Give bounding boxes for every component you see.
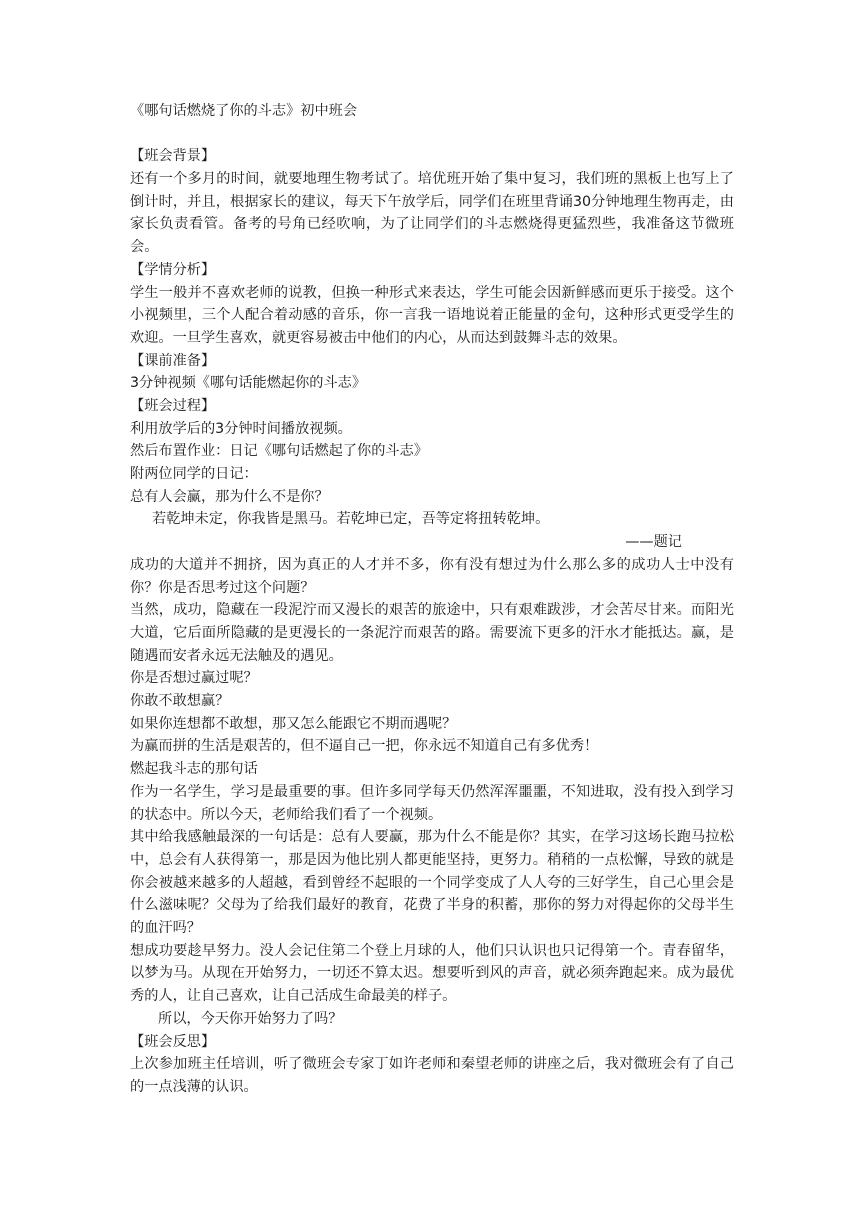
heading-reflection: 【班会反思】 [130, 1033, 216, 1050]
diary-1-question-1: 你是否想过赢过呢？ [130, 670, 258, 687]
background-body: 还有一个多月的时间，就要地理生物考试了。培优班开始了集中复习，我们班的黑板上也写上了倒计时，并且，根据家长的建议，每天下午放学后，同学们在班里背诵30分钟地理生物再走，由家长负责看管。备考的号角已经吹响，为了让同学们的斗志燃烧得更猛烈些，我准备这节微班会。 [130, 171, 734, 256]
process-line-3: 附两位同学的日记： [130, 466, 258, 483]
document-page [130, 100, 734, 1099]
diary-2-paragraph-1: 作为一名学生，学习是最重要的事。但许多同学每天仍然浑浑噩噩，不知进取，没有投入到学习的状态中。所以今天，老师给我们看了一个视频。 [130, 783, 734, 823]
heading-preparation: 【课前准备】 [130, 352, 216, 369]
diary-2-closing: 所以，今天你开始努力了吗？ [158, 1010, 343, 1027]
diary-1-epigraph-source: ——题记 [625, 534, 682, 551]
heading-process: 【班会过程】 [130, 398, 216, 415]
diary-1-title: 总有人会赢，那为什么不是你？ [130, 488, 329, 505]
process-line-2: 然后布置作业：日记《哪句话燃起了你的斗志》 [130, 443, 428, 460]
heading-analysis: 【学情分析】 [130, 261, 216, 278]
reflection-body: 上次参加班主任培训，听了微班会专家丁如许老师和秦望老师的讲座之后，我对微班会有了自己的一点浅薄的认识。 [130, 1056, 734, 1095]
analysis-body: 学生一般并不喜欢老师的说教，但换一种形式来表达，学生可能会因新鲜感而更乐于接受。这个小视频里，三个人配合着动感的音乐，你一言我一语地说着正能量的金句，这种形式更受学生的欢迎。一旦学生喜欢，就更容易被击中他们的内心，从而达到鼓舞斗志的效果。 [130, 284, 734, 346]
diary-1-epigraph: 若乾坤未定，你我皆是黑马。若乾坤已定，吾等定将扭转乾坤。 [152, 511, 550, 528]
heading-background: 【班会背景】 [130, 148, 216, 165]
diary-1-question-3: 如果你连想都不敢想，那又怎么能跟它不期而遇呢？ [130, 715, 457, 732]
diary-1-closing: 为赢而拼的生活是艰苦的，但不逼自己一把，你永远不知道自己有多优秀！ [130, 738, 599, 755]
preparation-body: 3分钟视频《哪句话能燃起你的斗志》 [130, 375, 367, 392]
document-title: 《哪句话燃烧了你的斗志》初中班会 [130, 103, 358, 119]
diary-1-paragraph-2: 当然，成功，隐藏在一段泥泞而又漫长的艰苦的旅途中，只有艰难跋涉，才会苦尽甘来。而阳光大道，它后面所隐藏的是更漫长的一条泥泞而艰苦的路。需要流下更多的汗水才能抵达。赢，是随遇而安者永远无法触及的遇见。 [130, 602, 734, 664]
diary-1-question-2: 你敢不敢想赢？ [130, 693, 230, 710]
diary-1-paragraph-1: 成功的大道并不拥挤，因为真正的人才并不多，你有没有想过为什么那么多的成功人士中没有你？你是否思考过这个问题？ [130, 556, 734, 596]
process-line-1: 利用放学后的3分钟时间播放视频。 [130, 420, 352, 437]
diary-2-paragraph-3: 想成功要趁早努力。没人会记住第二个登上月球的人，他们只认识也只记得第一个。青春留华，以梦为马。从现在开始努力，一切还不算太迟。想要听到风的声音，就必须奔跑起来。成为最优秀的人，让自己喜欢，让自己活成生命最美的样子。 [130, 942, 734, 1005]
diary-2-paragraph-2: 其中给我感触最深的一句话是：总有人要赢，那为什么不能是你？其实，在学习这场长跑马拉松中，总会有人获得第一，那是因为他比别人都更能坚持，更努力。稍稍的一点松懈，导致的就是你会被越来越多的人超越，看到曾经不起眼的一个同学变成了人人夸的三好学生，自己心里会是什么滋味呢？父母为了给我们最好的教育，花费了半身的积蓄，那你的努力对得起你的父母半生的血汗吗？ [130, 829, 734, 937]
diary-2-title: 燃起我斗志的那句话 [130, 761, 258, 778]
